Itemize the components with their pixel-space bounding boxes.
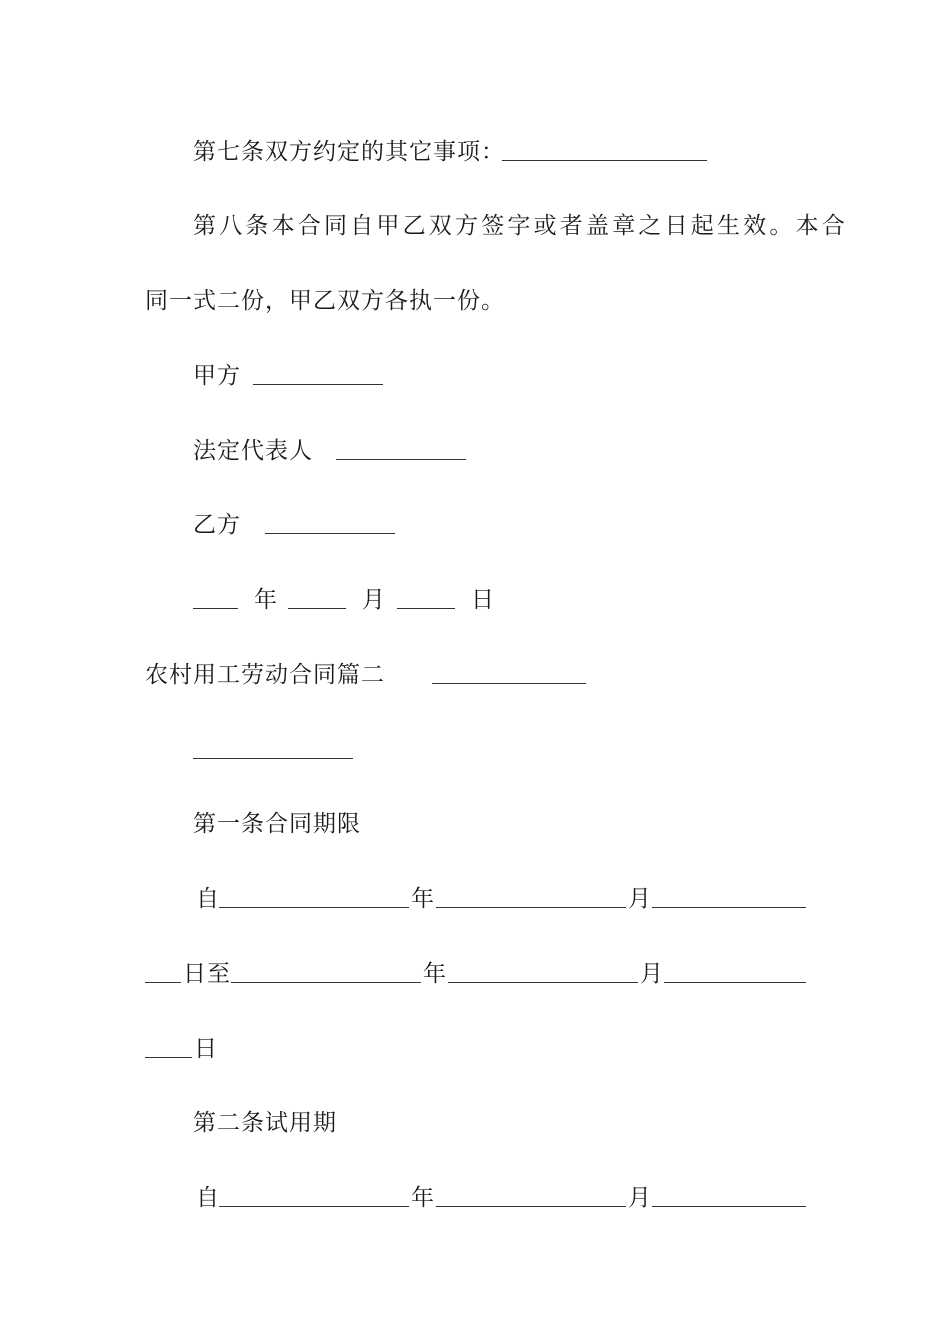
article-8-line-2: 同一式二份，甲乙双方各执一份。	[145, 288, 505, 314]
article-2-title: 第二条试用期	[193, 1110, 337, 1136]
article-2-month: 月	[628, 1185, 652, 1211]
article-8-line-1: 第八条本合同自甲乙双方签字或者盖章之日起生效。本合	[193, 213, 848, 239]
party-a-blank[interactable]	[253, 384, 383, 385]
date-month-blank[interactable]	[288, 608, 346, 609]
article-1-day-to: 日至	[183, 961, 231, 987]
article-1-month: 月	[628, 886, 652, 912]
date-month-label: 月	[362, 587, 386, 613]
article-1-start-day-blank[interactable]	[652, 907, 806, 908]
article-1-month-2: 月	[640, 961, 664, 987]
legal-rep-blank[interactable]	[336, 459, 466, 460]
article-1-day-2: 日	[194, 1036, 218, 1062]
article-2-start-day-blank[interactable]	[652, 1206, 806, 1207]
article-1-end-day-blank-cont[interactable]	[145, 1057, 192, 1058]
article-1-end-day-blank[interactable]	[664, 982, 806, 983]
date-day-label: 日	[471, 587, 495, 613]
article-1-year: 年	[411, 886, 435, 912]
article-1-start-month-blank[interactable]	[436, 907, 626, 908]
date-year-blank[interactable]	[193, 608, 238, 609]
article-1-end-year-blank[interactable]	[231, 982, 421, 983]
section-2-title-blank[interactable]	[432, 683, 586, 684]
date-year-label: 年	[254, 587, 278, 613]
article-7: 第七条双方约定的其它事项：	[193, 139, 505, 165]
article-2-start-year-blank[interactable]	[219, 1206, 409, 1207]
party-a-label: 甲方	[193, 363, 241, 389]
article-2-year: 年	[411, 1185, 435, 1211]
section-2-second-blank[interactable]	[193, 758, 353, 759]
article-1-start-year-blank[interactable]	[219, 907, 409, 908]
article-1-start-day-blank-cont[interactable]	[145, 982, 181, 983]
article-2-from: 自	[196, 1185, 220, 1211]
party-b-blank[interactable]	[265, 533, 395, 534]
section-2-title: 农村用工劳动合同篇二	[145, 662, 385, 688]
article-1-title: 第一条合同期限	[193, 811, 361, 837]
party-b-label: 乙方	[193, 512, 241, 538]
article-7-blank[interactable]	[502, 160, 707, 161]
article-1-end-month-blank[interactable]	[448, 982, 638, 983]
article-2-start-month-blank[interactable]	[436, 1206, 626, 1207]
article-1-year-2: 年	[423, 961, 447, 987]
article-1-from: 自	[196, 886, 220, 912]
date-day-blank[interactable]	[397, 608, 455, 609]
legal-rep-label: 法定代表人	[193, 438, 313, 464]
